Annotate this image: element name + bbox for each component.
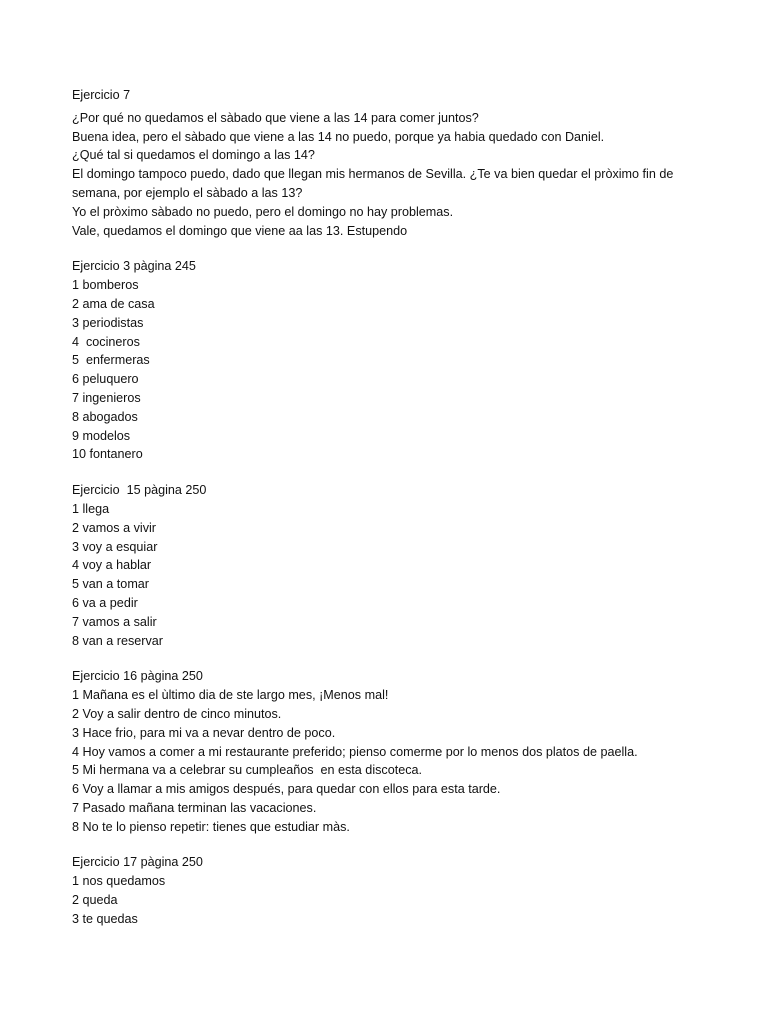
answer-line: 2 queda (72, 893, 118, 908)
answer-line: 4 Hoy vamos a comer a mi restaurante preferido; pienso comerme por lo menos dos platos de paella. (72, 744, 638, 759)
answer-line: 9 modelos (72, 428, 131, 443)
answer-line: ¿Por qué no quedamos el sàbado que viene a las 14 para comer juntos? (72, 110, 479, 125)
answer-line: 5 Mi hermana va a celebrar su cumpleaños en esta discoteca. (72, 763, 423, 778)
exercise-16 (72, 667, 712, 836)
answer-line: 2 ama de casa (72, 296, 155, 311)
exercise-15 (72, 481, 712, 650)
answer-line: 4 cocineros (72, 334, 140, 349)
answer-line: 7 vamos a salir (72, 614, 157, 629)
answer-line: 1 nos quedamos (72, 874, 166, 889)
answer-line: 3 Hace frio, para mi va a nevar dentro de poco. (72, 725, 336, 740)
answer-line: 1 Mañana es el ùltimo dia de ste largo mes, ¡Menos mal! (72, 688, 389, 703)
answer-line: 8 van a reservar (72, 633, 163, 648)
exercise-heading: Ejercicio 3 pàgina 245 (72, 259, 196, 274)
answer-line: 7 Pasado mañana terminan las vacaciones. (72, 800, 317, 815)
answer-line: Buena idea, pero el sàbado que viene a las 14 no puedo, porque ya habia quedado con Daniel. (72, 129, 605, 144)
exercise-heading: Ejercicio 16 pàgina 250 (72, 669, 203, 684)
answer-line: Vale, quedamos el domingo que viene aa las 13. Estupendo (72, 223, 408, 238)
answer-line: Yo el pròximo sàbado no puedo, pero el domingo no hay problemas. (72, 204, 454, 219)
exercise-3 (72, 257, 712, 464)
answer-line: 1 llega (72, 501, 110, 516)
exercise-7 (72, 86, 712, 240)
exercise-heading: Ejercicio 7 (72, 88, 131, 102)
answer-line: 6 peluquero (72, 372, 139, 387)
answer-line: 5 van a tomar (72, 577, 150, 592)
exercise-17 (72, 853, 712, 928)
document-page (72, 86, 712, 929)
answer-line: 1 bomberos (72, 278, 139, 293)
answer-line: 3 periodistas (72, 315, 144, 330)
exercise-heading: Ejercicio 15 pàgina 250 (72, 483, 207, 498)
answer-line: 8 No te lo pienso repetir: tienes que estudiar màs. (72, 819, 350, 834)
answer-line: 6 Voy a llamar a mis amigos después, para quedar con ellos para esta tarde. (72, 782, 501, 797)
answer-line: semana, por ejemplo el sàbado a las 13? (72, 185, 303, 200)
answer-line: 5 enfermeras (72, 353, 150, 368)
answer-line: 4 voy a hablar (72, 558, 152, 573)
exercise-heading: Ejercicio 17 pàgina 250 (72, 855, 203, 870)
answer-line: 2 Voy a salir dentro de cinco minutos. (72, 706, 282, 721)
answer-line: El domingo tampoco puedo, dado que llegan mis hermanos de Sevilla. ¿Te va bien quedar el pròximo fin de (72, 167, 674, 182)
answer-line: 8 abogados (72, 409, 138, 424)
answer-line: 3 voy a esquiar (72, 539, 158, 554)
answer-line: 2 vamos a vivir (72, 520, 156, 535)
answer-line: 7 ingenieros (72, 390, 141, 405)
answer-line: ¿Qué tal si quedamos el domingo a las 14? (72, 148, 315, 163)
answer-line: 10 fontanero (72, 447, 143, 462)
answer-line: 3 te quedas (72, 911, 138, 926)
answer-line: 6 va a pedir (72, 595, 138, 610)
